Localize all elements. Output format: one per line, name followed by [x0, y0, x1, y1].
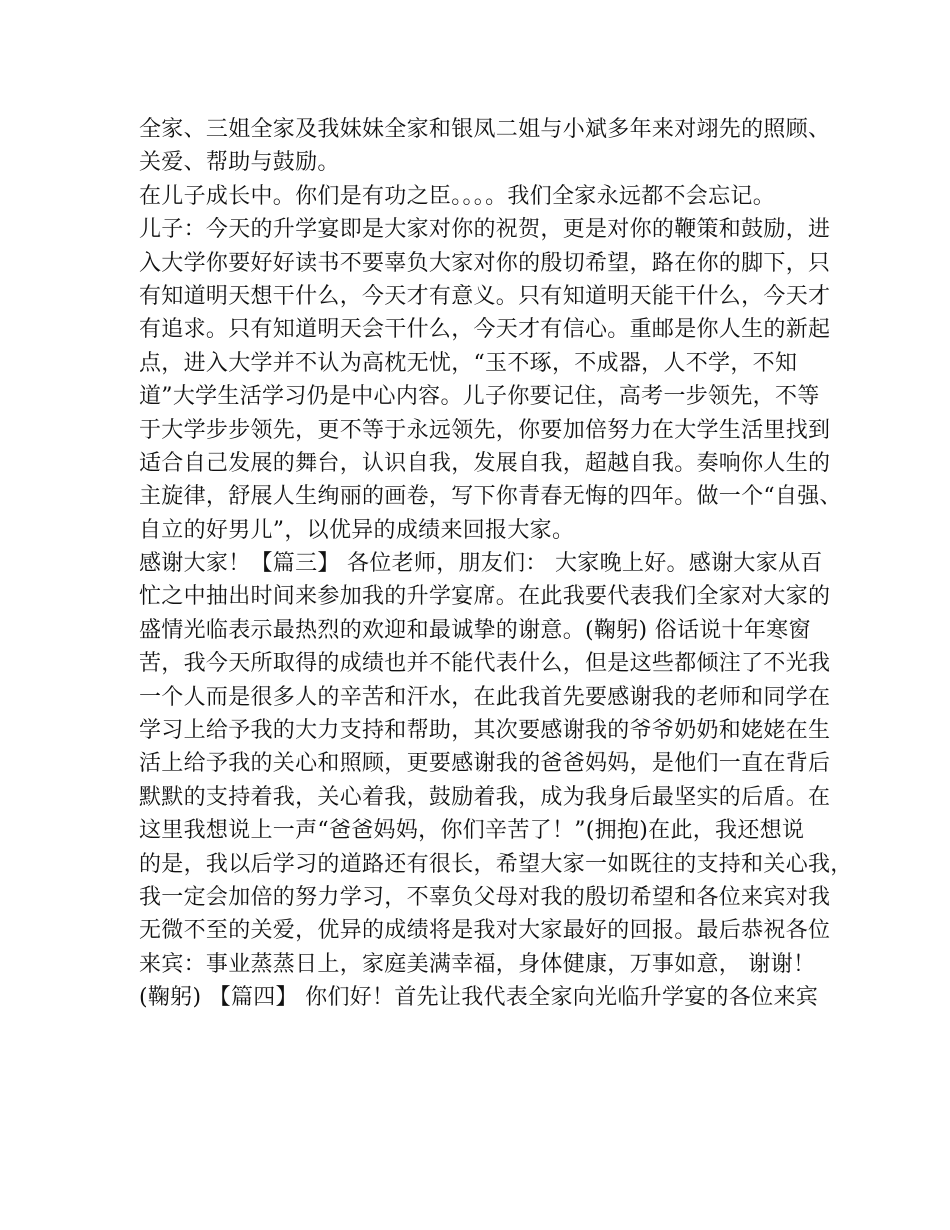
text-line: 在儿子成长中。你们是有功之臣。。。。我们全家永远都不会忘记。 [139, 183, 776, 209]
text-line: 我一定会加倍的努力学习，不辜负父母对我的殷切希望和各位来宾对我 [139, 884, 831, 910]
text-line: 苦，我今天所取得的成绩也并不能代表什么，但是这些都倾注了不光我 [139, 651, 831, 677]
text-line: (鞠躬) 【篇四】 你们好！首先让我代表全家向光临升学宴的各位来宾 [139, 985, 819, 1011]
text-line: 主旋律，舒展人生绚丽的画卷，写下你青春无悔的四年。做一个“自强、 [139, 484, 842, 510]
text-line: 感谢大家！【篇三】 各位老师，朋友们： 大家晚上好。感谢大家从百 [139, 551, 823, 577]
text-line: 有追求。只有知道明天会干什么，今天才有信心。重邮是你人生的新起 [139, 317, 831, 343]
text-line: 活上给予我的关心和照顾，更要感谢我的爸爸妈妈，是他们一直在背后 [139, 751, 831, 777]
text-line: 道”大学生活学习仍是中心内容。儿子你要记住，高考一步领先，不等 [139, 384, 820, 410]
text-line: 这里我想说上一声“爸爸妈妈，你们辛苦了！”(拥抱)在此，我还想说 [139, 818, 805, 844]
text-line: 一个人而是很多人的辛苦和汗水，在此我首先要感谢我的老师和同学在 [139, 684, 831, 710]
text-line: 入大学你要好好读书不要辜负大家对你的殷切希望，路在你的脚下，只 [139, 250, 831, 276]
body-text [139, 113, 853, 1015]
text-line: 来宾：事业蒸蒸日上，家庭美满幸福，身体健康，万事如意， 谢谢！ [139, 951, 816, 977]
text-line: 关爱、帮助与鼓励。 [139, 150, 340, 176]
text-line: 全家、三姐全家及我妹妹全家和银凤二姐与小斌多年来对翊先的照顾、 [139, 117, 831, 142]
text-line: 儿子：今天的升学宴即是大家对你的祝贺，更是对你的鞭策和鼓励，进 [139, 217, 831, 243]
text-line: 盛情光临表示最热烈的欢迎和最诚挚的谢意。(鞠躬) 俗话说十年寒窗 [139, 617, 811, 643]
text-line: 点，进入大学并不认为高枕无忧，“玉不琢，不成器，人不学，不知 [139, 350, 798, 376]
text-line: 默默的支持着我，关心着我，鼓励着我，成为我身后最坚实的后盾。在 [139, 784, 831, 810]
text-line: 自立的好男儿”，以优异的成绩来回报大家。 [139, 517, 575, 543]
text-line: 忙之中抽出时间来参加我的升学宴席。在此我要代表我们全家对大家的 [139, 584, 831, 610]
text-line: 学习上给予我的大力支持和帮助，其次要感谢我的爷爷奶奶和姥姥在生 [139, 718, 831, 744]
text-line: 有知道明天想干什么，今天才有意义。只有知道明天能干什么，今天才 [139, 283, 831, 309]
text-line: 适合自己发展的舞台，认识自我，发展自我，超越自我。奏响你人生的 [139, 450, 831, 476]
text-line: 的是，我以后学习的道路还有很长，希望大家一如既往的支持和关心我， [139, 851, 853, 877]
text-line: 无微不至的关爱，优异的成绩将是我对大家最好的回报。最后恭祝各位 [139, 918, 831, 944]
text-line: 于大学步步领先，更不等于永远领先，你要加倍努力在大学生活里找到 [139, 417, 831, 443]
